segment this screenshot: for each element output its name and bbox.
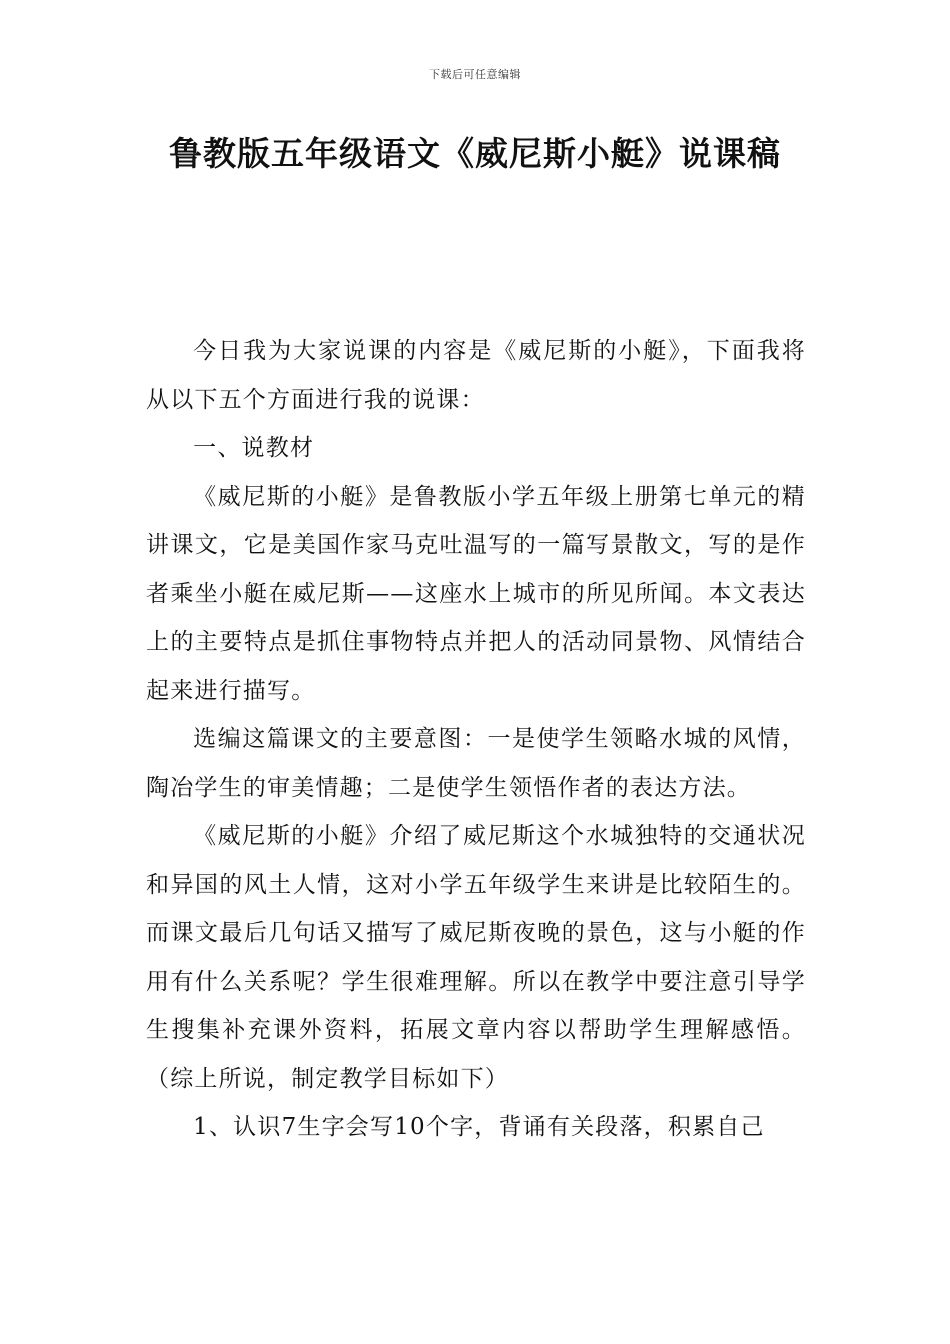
- section-heading-textbook: 一、说教材: [193, 435, 315, 461]
- paragraph-textbook-description: 《威尼斯的小艇》是鲁教版小学五年级上册第七单元的精讲课文，它是美国作家马克吐温写的一篇写景散文，写的是作者乘坐小艇在威尼斯——这座水上城市的所见所闻。本文表达上的主要特点是抓住事物特点并把人的活动同景物、风情结合起来进行描写。: [146, 483, 806, 704]
- paragraph-teaching-analysis: 《威尼斯的小艇》介绍了威尼斯这个水城独特的交通状况和异国的风土人情，这对小学五年级学生来讲是比较陌生的。而课文最后几句话又描写了威尼斯夜晚的景色，这与小艇的作用有什么关系呢？学生很难理解。所以在教学中要注意引导学生搜集补充课外资料，拓展文章内容以帮助学生理解感悟。（综上所说，制定教学目标如下）: [146, 823, 806, 1092]
- header-note: 下载后可任意编辑: [429, 68, 521, 81]
- document-title: 鲁教版五年级语文《威尼斯小艇》说课稿: [169, 134, 781, 173]
- document-body: [146, 327, 806, 1152]
- paragraph-selection-intent: 选编这篇课文的主要意图：一是使学生领略水城的风情，陶冶学生的审美情趣；二是使学生领悟作者的表达方法。: [146, 726, 806, 801]
- paragraph-intro: 今日我为大家说课的内容是《威尼斯的小艇》，下面我将从以下五个方面进行我的说课：: [146, 338, 806, 413]
- paragraph-objective-1: 1、认识7生字会写10个字，背诵有关段落，积累自己: [193, 1114, 765, 1140]
